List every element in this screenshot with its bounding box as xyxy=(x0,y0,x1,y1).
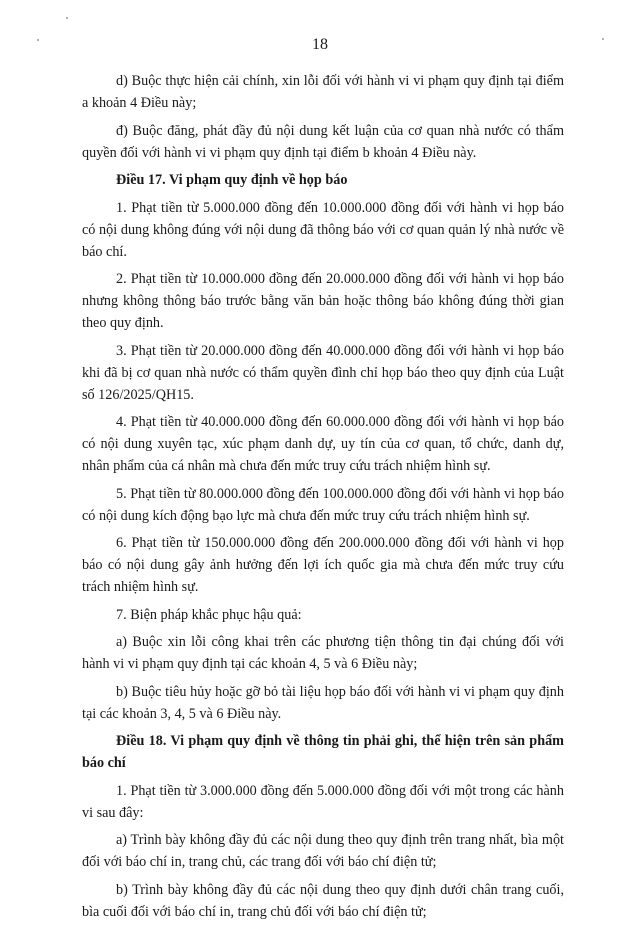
article-18-clause-1: 1. Phạt tiền từ 3.000.000 đồng đến 5.000.000 đồng đối với một trong các hành vi sau đây: xyxy=(82,782,564,821)
article-17-clause-7a: a) Buộc xin lỗi công khai trên các phương tiện thông tin đại chúng đối với hành vi vi phạm quy định tại các khoản 4, 5 và 6 Điều này; xyxy=(82,634,564,672)
article-17-clause-1: 1. Phạt tiền từ 5.000.000 đồng đến 10.000.000 đồng đối với hành vi họp báo có nội dung không đúng với nội dung đã thông báo với cơ quan quản lý nhà nước về báo chí. xyxy=(82,199,564,260)
article-17-clause-7: 7. Biện pháp khắc phục hậu quả: xyxy=(116,606,302,623)
clause-d-correction: d) Buộc thực hiện cải chính, xin lỗi đối với hành vi vi phạm quy định tại điểm a khoản 4 Điều này; xyxy=(82,73,564,111)
article-17-clause-7b: b) Buộc tiêu hủy hoặc gỡ bỏ tài liệu họp báo đối với hành vi vi phạm quy định tại các khoản 3, 4, 5 và 6 Điều này. xyxy=(82,683,564,722)
article-17-clause-4: 4. Phạt tiền từ 40.000.000 đồng đến 60.000.000 đồng đối với hành vi họp báo có nội dung xuyên tạc, xúc phạm danh dự, uy tín của cơ quan, tổ chức, danh dự, nhân phẩm của cá nhân mà chưa đến mức truy cứu trách nhiệm hình sự. xyxy=(82,414,564,474)
article-17-clause-6: 6. Phạt tiền từ 150.000.000 đồng đến 200.000.000 đồng đối với hành vi họp báo có nội dung gây ảnh hưởng đến lợi ích quốc gia mà chưa đến mức truy cứu trách nhiệm hình sự. xyxy=(82,535,564,595)
article-18-clause-1b: b) Trình bày không đầy đủ các nội dung theo quy định dưới chân trang cuối, bìa cuối đối với báo chí in, trang chủ đối với báo chí điện tử; xyxy=(82,881,564,920)
scan-speck xyxy=(66,17,68,19)
document-body xyxy=(82,70,564,928)
clause-dd-publish-conclusion: đ) Buộc đăng, phát đầy đủ nội dung kết luận của cơ quan nhà nước có thẩm quyền đối với hành vi vi phạm quy định tại điểm b khoản 4 Điều này. xyxy=(82,122,564,161)
article-17-clause-2: 2. Phạt tiền từ 10.000.000 đồng đến 20.000.000 đồng đối với hành vi họp báo nhưng không thông báo trước bằng văn bản hoặc thông báo không đúng thời gian theo quy định. xyxy=(82,271,564,331)
article-17-clause-5: 5. Phạt tiền từ 80.000.000 đồng đến 100.000.000 đồng đối với hành vi họp báo có nội dung kích động bạo lực mà chưa đến mức truy cứu trách nhiệm hình sự. xyxy=(82,485,564,524)
page-number: 18 xyxy=(312,36,328,53)
article-18-clause-1a: a) Trình bày không đầy đủ các nội dung theo quy định trên trang nhất, bìa một đối với báo chí in, trang chủ, các trang đối với báo chí điện tử; xyxy=(82,832,564,870)
article-17-heading: Điều 17. Vi phạm quy định về họp báo xyxy=(116,172,348,188)
article-17-clause-3: 3. Phạt tiền từ 20.000.000 đồng đến 40.000.000 đồng đối với hành vi họp báo khi đã bị cơ quan nhà nước có thẩm quyền đình chỉ họp báo theo quy định của Luật số 126/2025/QH15. xyxy=(82,342,564,403)
article-18-heading: Điều 18. Vi phạm quy định về thông tin phải ghi, thể hiện trên sản phẩm báo chí xyxy=(82,733,564,771)
